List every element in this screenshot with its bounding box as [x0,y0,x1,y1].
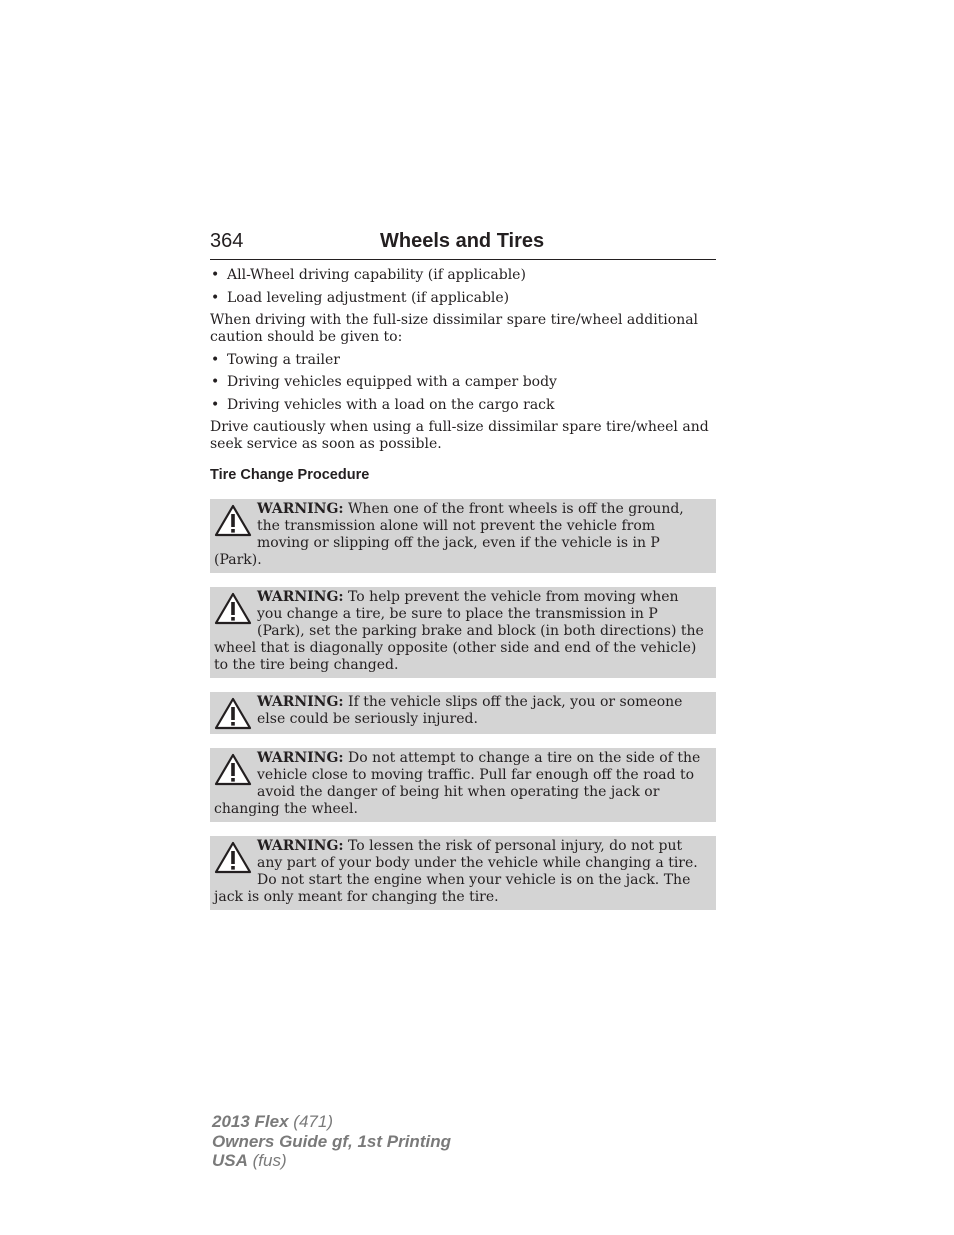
footer-model: 2013 Flex [212,1112,289,1131]
footer-guide: Owners Guide gf, 1st Printing [212,1131,451,1151]
caution-paragraph: When driving with the full-size dissimilar spare tire/wheel additional caution should be given to: [210,312,699,345]
page-header [210,229,716,260]
warning-text: To help prevent the vehicle from moving when you change a tire, be sure to place the transmission in P (Park), set the parking brake and block (in both directions) the wheel that is diagonally opposite (other side and end of the vehicle) to the tire being changed. [214,589,704,673]
page-number: 364 [210,230,244,252]
warning-triangle-icon [214,592,252,625]
warning-box [210,587,716,678]
page-footer [212,1112,451,1171]
footer-market: USA [212,1151,248,1170]
warning-text: Do not attempt to change a tire on the side of the vehicle close to moving traffic. Pull far enough off the road to avoid the danger of being hit when operating the jack or changing the wheel. [214,750,701,817]
list-item: • Driving vehicles with a load on the cargo rack [211,396,555,413]
warning-triangle-icon [214,697,252,730]
warning-label: WARNING: [257,694,344,710]
list-item: • All-Wheel driving capability (if applicable) [211,267,526,283]
drive-cautiously-paragraph: Drive cautiously when using a full-size dissimilar spare tire/wheel and seek service as soon as possible. [210,419,709,452]
bullet-icon: • [211,374,220,390]
page-title: Wheels and Tires [380,230,545,252]
footer-model-line [212,1112,451,1132]
bullet-icon: • [211,351,220,368]
warning-text: When one of the front wheels is off the ground, the transmission alone will not prevent the vehicle from moving or slipping off the jack, even if the vehicle is in P (Park). [214,501,684,568]
warning-box [210,836,716,910]
warning-label: WARNING: [257,589,344,605]
footer-market-code: (fus) [252,1151,287,1170]
warning-text: To lessen the risk of personal injury, do not put any part of your body under the vehicle while changing a tire. Do not start the engine when your vehicle is on the jack. The jack is only meant for changing the tire. [214,838,698,905]
warning-text: If the vehicle slips off the jack, you or someone else could be seriously injured. [257,694,683,727]
bullet-icon: • [211,289,220,306]
section-heading: Tire Change Procedure [210,467,370,483]
warning-label: WARNING: [257,838,344,854]
warning-triangle-icon [214,753,252,786]
warning-label: WARNING: [257,501,344,517]
warning-box [210,692,716,734]
footer-market-line [212,1151,451,1171]
warning-box [210,748,716,822]
page-content [210,267,716,924]
bullet-icon: • [211,267,220,283]
footer-model-code: (471) [293,1112,333,1131]
list-item: • Towing a trailer [211,351,340,368]
warning-triangle-icon [214,504,252,537]
warning-label: WARNING: [257,750,344,766]
warning-box [210,499,716,573]
list-item: • Driving vehicles equipped with a camper body [211,374,557,390]
bullet-icon: • [211,396,220,413]
warning-triangle-icon [214,841,252,874]
list-item: • Load leveling adjustment (if applicable) [211,289,510,306]
